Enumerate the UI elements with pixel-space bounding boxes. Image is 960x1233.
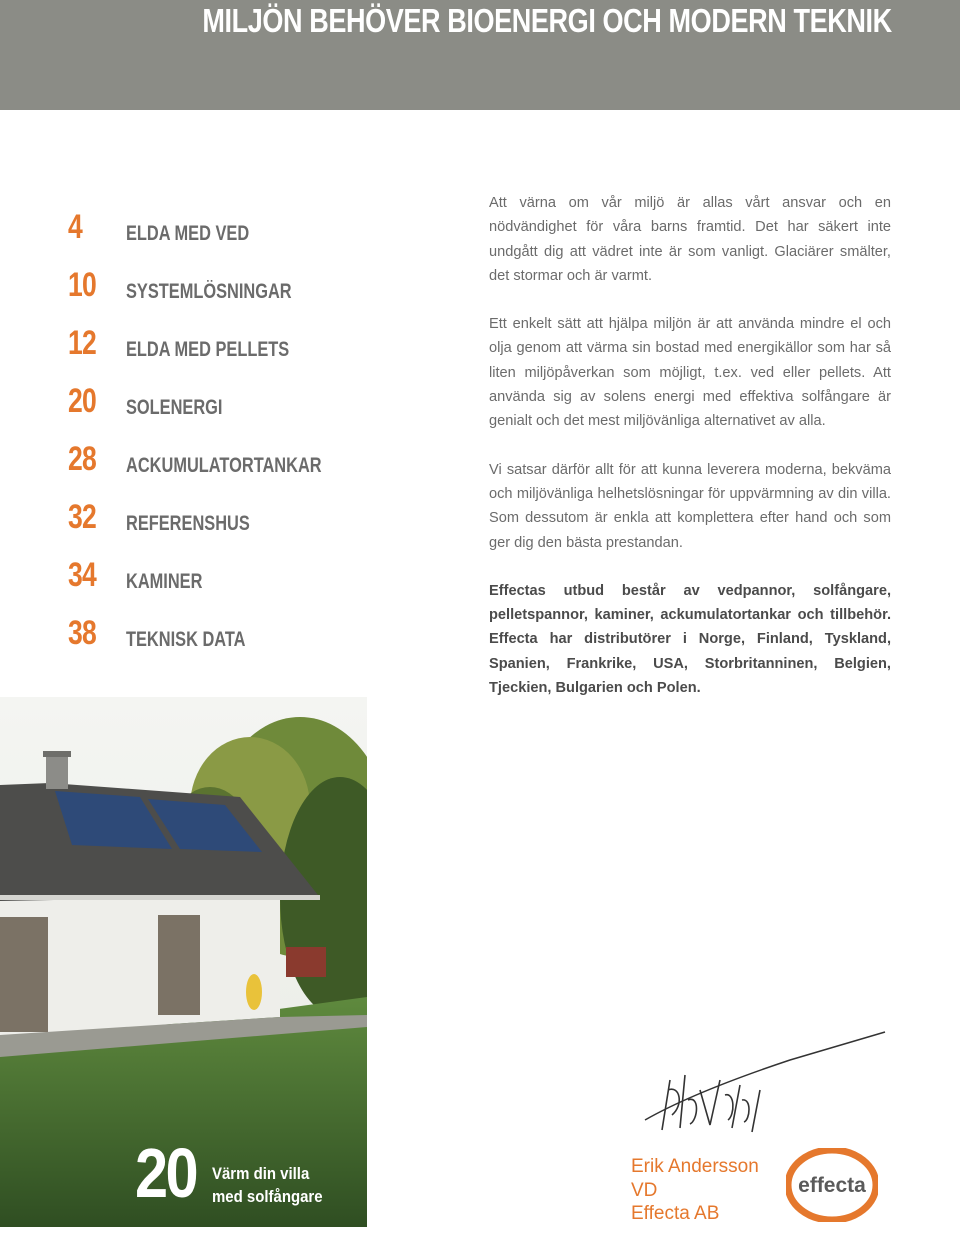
signatory-title: VD	[631, 1179, 658, 1201]
house-photo	[0, 697, 367, 1227]
signatory-company: Effecta AB	[631, 1203, 720, 1224]
badge-caption-line: med solfångare	[212, 1187, 323, 1206]
toc-item[interactable]	[68, 266, 388, 306]
toc-label: TEKNISK DATA	[126, 628, 246, 651]
toc-page-number: 4	[68, 208, 82, 246]
page-title: MILJÖN BEHÖVER BIOENERGI OCH MODERN TEKNIK	[202, 2, 892, 39]
toc-page-number: 38	[68, 614, 96, 652]
toc-label: REFERENSHUS	[126, 512, 250, 535]
toc-page-number: 10	[68, 266, 96, 304]
toc-item[interactable]	[68, 614, 388, 654]
toc-item[interactable]	[68, 324, 388, 364]
paragraph: Ett enkelt sätt att hjälpa miljön är att använda mindre el och olja genom att värma sin bostad med energikällor som har så liten miljöpåverkan som möjligt, t.ex. ved eller pellets. Att använda sig av solens energi med effektiva solfångare är genialt och det mest miljövänliga alternativet av alla.	[489, 316, 891, 430]
toc-label: ELDA MED VED	[126, 222, 250, 245]
toc-page-number: 34	[68, 556, 96, 594]
toc-label: SYSTEMLÖSNINGAR	[126, 280, 292, 303]
toc-page-number: 32	[68, 498, 96, 536]
toc-item[interactable]	[68, 208, 388, 248]
badge-caption-line: Värm din villa	[212, 1164, 310, 1183]
toc-page-number: 12	[68, 324, 96, 362]
signatory-block	[631, 1155, 759, 1226]
toc-label: SOLENERGI	[126, 396, 223, 419]
toc-item[interactable]	[68, 440, 388, 480]
paragraph: Vi satsar därför allt för att kunna leverera moderna, bekväma och miljövänliga helhetslösningar för uppvärmning av din villa. Som dessutom är enkla att komplettera efter hand och som ger dig den bästa prestandan.	[489, 461, 891, 551]
toc-label: KAMINER	[126, 570, 203, 593]
badge-caption	[212, 1162, 323, 1208]
toc-page-number: 28	[68, 440, 96, 478]
toc-page-number: 20	[68, 382, 96, 420]
intro-text	[489, 191, 891, 724]
company-paragraph: Effectas utbud består av vedpannor, solfångare, pelletspannor, kaminer, ackumulatortankar och tillbehör. Effecta har distributörer i Norge, Finland, Tyskland, Spanien, Frankrike, USA, Storbritanninen, Belgien, Tjeckien, Bulgarien och Polen.	[489, 582, 891, 697]
logo-wordmark: effecta	[798, 1174, 866, 1197]
signature-image	[640, 1020, 900, 1150]
badge-page-number: 20	[135, 1134, 197, 1212]
paragraph: Att värna om vår miljö är allas vårt ansvar och en nödvändighet för våra barns framtid. Det har säkert inte undgått dig att vädret inte är som vanligt. Glaciärer smälter, det stormar och är varmt.	[489, 195, 891, 284]
toc-label: ELDA MED PELLETS	[126, 338, 290, 361]
toc-item[interactable]	[68, 498, 388, 538]
effecta-logo	[786, 1148, 878, 1222]
toc-item[interactable]	[68, 556, 388, 596]
signatory-name: Erik Andersson	[631, 1156, 759, 1177]
toc-item[interactable]	[68, 382, 388, 422]
toc-label: ACKUMULATORTANKAR	[126, 454, 322, 477]
header-bar	[0, 0, 960, 110]
